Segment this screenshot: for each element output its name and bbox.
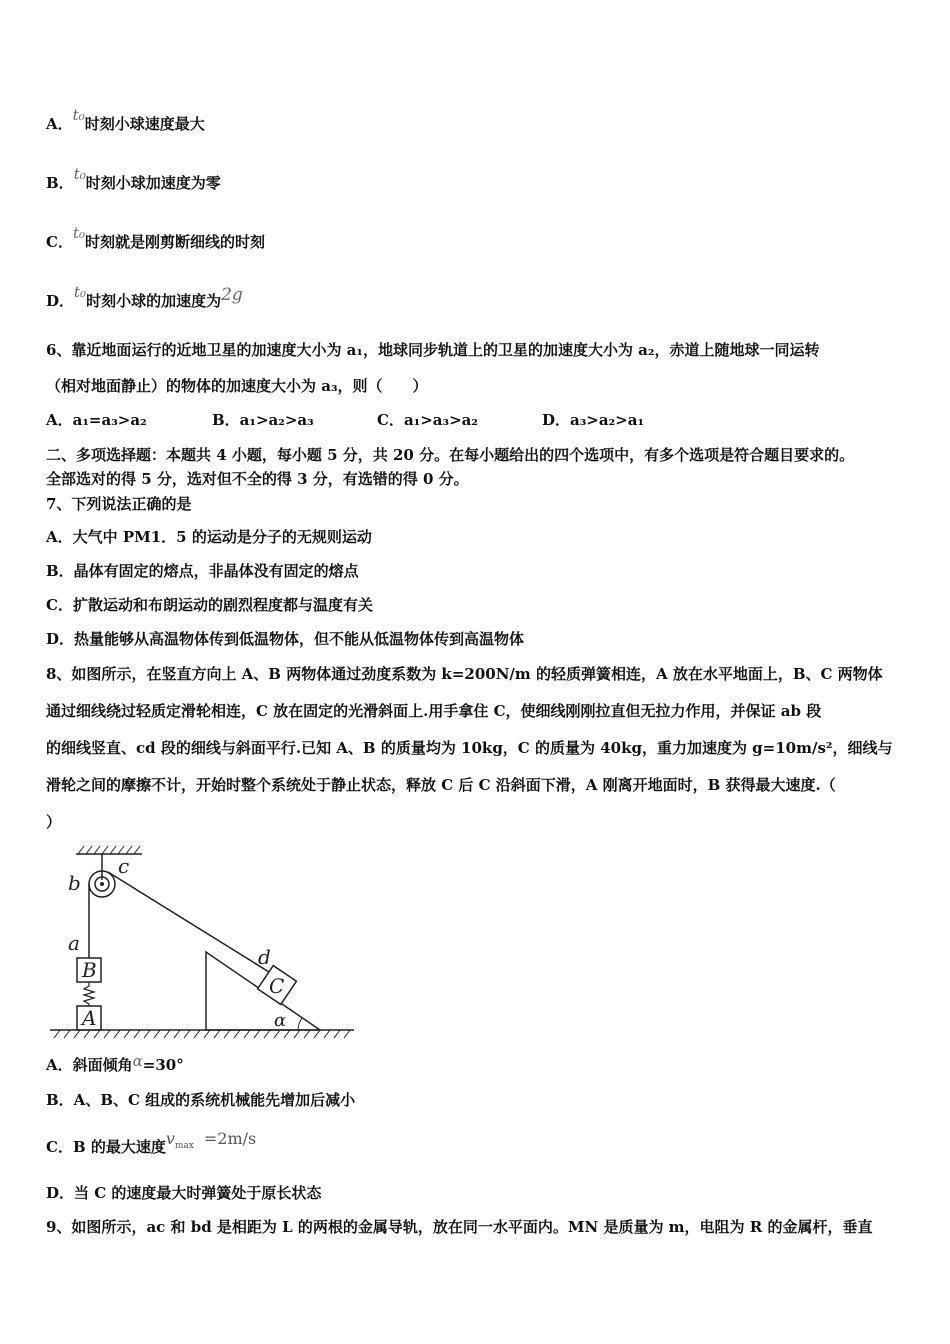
math-t0: t₀ xyxy=(73,165,86,183)
label-block-c: C xyxy=(269,974,285,998)
q7-option-b: B．晶体有固定的熔点，非晶体没有固定的熔点 xyxy=(46,562,359,580)
q8-stem-line1: 8、如图所示，在竖直方向上 A、B 两物体通过劲度系数为 k=200N/m 的轻质弹簧相连，A 放在水平地面上，B、C 两物体 xyxy=(46,665,883,683)
option-label: B． xyxy=(46,174,74,192)
math-2g: 2g xyxy=(221,285,243,305)
q9-stem-line1: 9、如图所示，ac 和 bd 是相距为 L 的两根的金属导轨，放在同一水平面内。MN 是质量为 m，电阻为 R 的金属杆，垂直 xyxy=(46,1218,873,1236)
rope-cd xyxy=(108,872,269,972)
section2-line1: 二、多项选择题：本题共 4 小题，每小题 5 分，共 20 分。在每小题给出的四个选项中，有多个选项是符合题目要求的。 xyxy=(46,446,855,464)
angle-arc xyxy=(298,1018,302,1030)
math-sub-max: max xyxy=(174,1141,194,1151)
option-text: 时刻就是刚剪断细线的时刻 xyxy=(85,233,266,251)
label-c: c xyxy=(118,854,130,878)
q7-option-a: A．大气中 PM1．5 的运动是分子的无规则运动 xyxy=(46,528,372,546)
option-text: =30° xyxy=(142,1056,184,1074)
spring xyxy=(84,982,94,1006)
pulley-axle xyxy=(100,882,104,886)
math-t0: t₀ xyxy=(74,283,87,301)
math-vmax xyxy=(165,1129,257,1151)
option-text: 时刻小球的加速度为 xyxy=(86,292,222,310)
math-t0: t₀ xyxy=(72,106,85,124)
option-label: C． xyxy=(46,233,73,251)
label-block-a: A xyxy=(82,1006,97,1030)
q6-option-c: C．a₁>a₃>a₂ xyxy=(377,411,478,429)
q8-option-b: B．A、B、C 组成的系统机械能先增加后减小 xyxy=(46,1091,356,1109)
q7-option-c: C．扩散运动和布朗运动的剧烈程度都与温度有关 xyxy=(46,596,373,614)
q5-option-d xyxy=(46,283,243,311)
q6-stem-line1: 6、靠近地面运行的近地卫星的加速度大小为 a₁，地球同步轨道上的卫星的加速度大小为 a₂，赤道上随地球一同运转 xyxy=(46,341,820,359)
q8-stem-line4: 滑轮之间的摩擦不计，开始时整个系统处于静止状态，释放 C 后 C 沿斜面下滑，A 刚离开地面时，B 获得最大速度.（ xyxy=(46,776,836,794)
section2-line2: 全部选对的得 5 分，选对但不全的得 3 分，有选错的得 0 分。 xyxy=(46,470,469,488)
math-eq: =2m/s xyxy=(203,1129,257,1148)
option-label: D． xyxy=(46,292,75,310)
q8-figure xyxy=(44,840,364,1040)
q8-stem-line3: 的细线竖直、cd 段的细线与斜面平行.已知 A、B 的质量均为 10kg，C 的质量为 40kg，重力加速度为 g=10m/s²，细线与 xyxy=(46,739,893,757)
q5-option-a xyxy=(46,106,205,134)
q8-option-d: D．当 C 的速度最大时弹簧处于原长状态 xyxy=(46,1184,322,1202)
option-text: C．B 的最大速度 xyxy=(46,1138,166,1156)
label-b: b xyxy=(68,871,81,895)
q7-option-d: D．热量能够从高温物体传到低温物体，但不能从低温物体传到高温物体 xyxy=(46,630,525,648)
option-text: 时刻小球速度最大 xyxy=(84,115,205,133)
label-alpha: α xyxy=(274,1010,287,1031)
q5-option-c xyxy=(46,224,266,252)
q8-option-c xyxy=(46,1129,257,1164)
q6-option-a: A．a₁=a₃>a₂ xyxy=(46,411,147,429)
q5-option-b xyxy=(46,165,221,193)
math-alpha: α xyxy=(132,1052,143,1070)
q8-stem-line5: ） xyxy=(46,813,62,831)
q8-stem-line2: 通过细线绕过轻质定滑轮相连，C 放在固定的光滑斜面上.用手拿住 C，使细线刚刚拉直但无拉力作用，并保证 ab 段 xyxy=(46,702,822,720)
q6-option-b: B．a₁>a₂>a₃ xyxy=(212,411,314,429)
math-t0: t₀ xyxy=(72,224,85,242)
q6-option-d: D．a₃>a₂>a₁ xyxy=(542,411,645,429)
q8-option-a xyxy=(46,1052,184,1075)
option-text: A．斜面倾角 xyxy=(46,1056,133,1074)
option-label: A． xyxy=(46,115,73,133)
q6-stem-line2: （相对地面静止）的物体的加速度大小为 a₃，则（ ） xyxy=(46,377,428,395)
ground-hatch xyxy=(54,1030,350,1038)
label-d: d xyxy=(258,945,271,969)
label-a: a xyxy=(68,931,80,955)
q7-stem: 7、下列说法正确的是 xyxy=(46,495,192,513)
option-text: 时刻小球加速度为零 xyxy=(85,174,221,192)
label-block-b: B xyxy=(82,958,97,982)
math-v: v xyxy=(165,1129,175,1148)
ceiling-hatch xyxy=(78,846,140,854)
